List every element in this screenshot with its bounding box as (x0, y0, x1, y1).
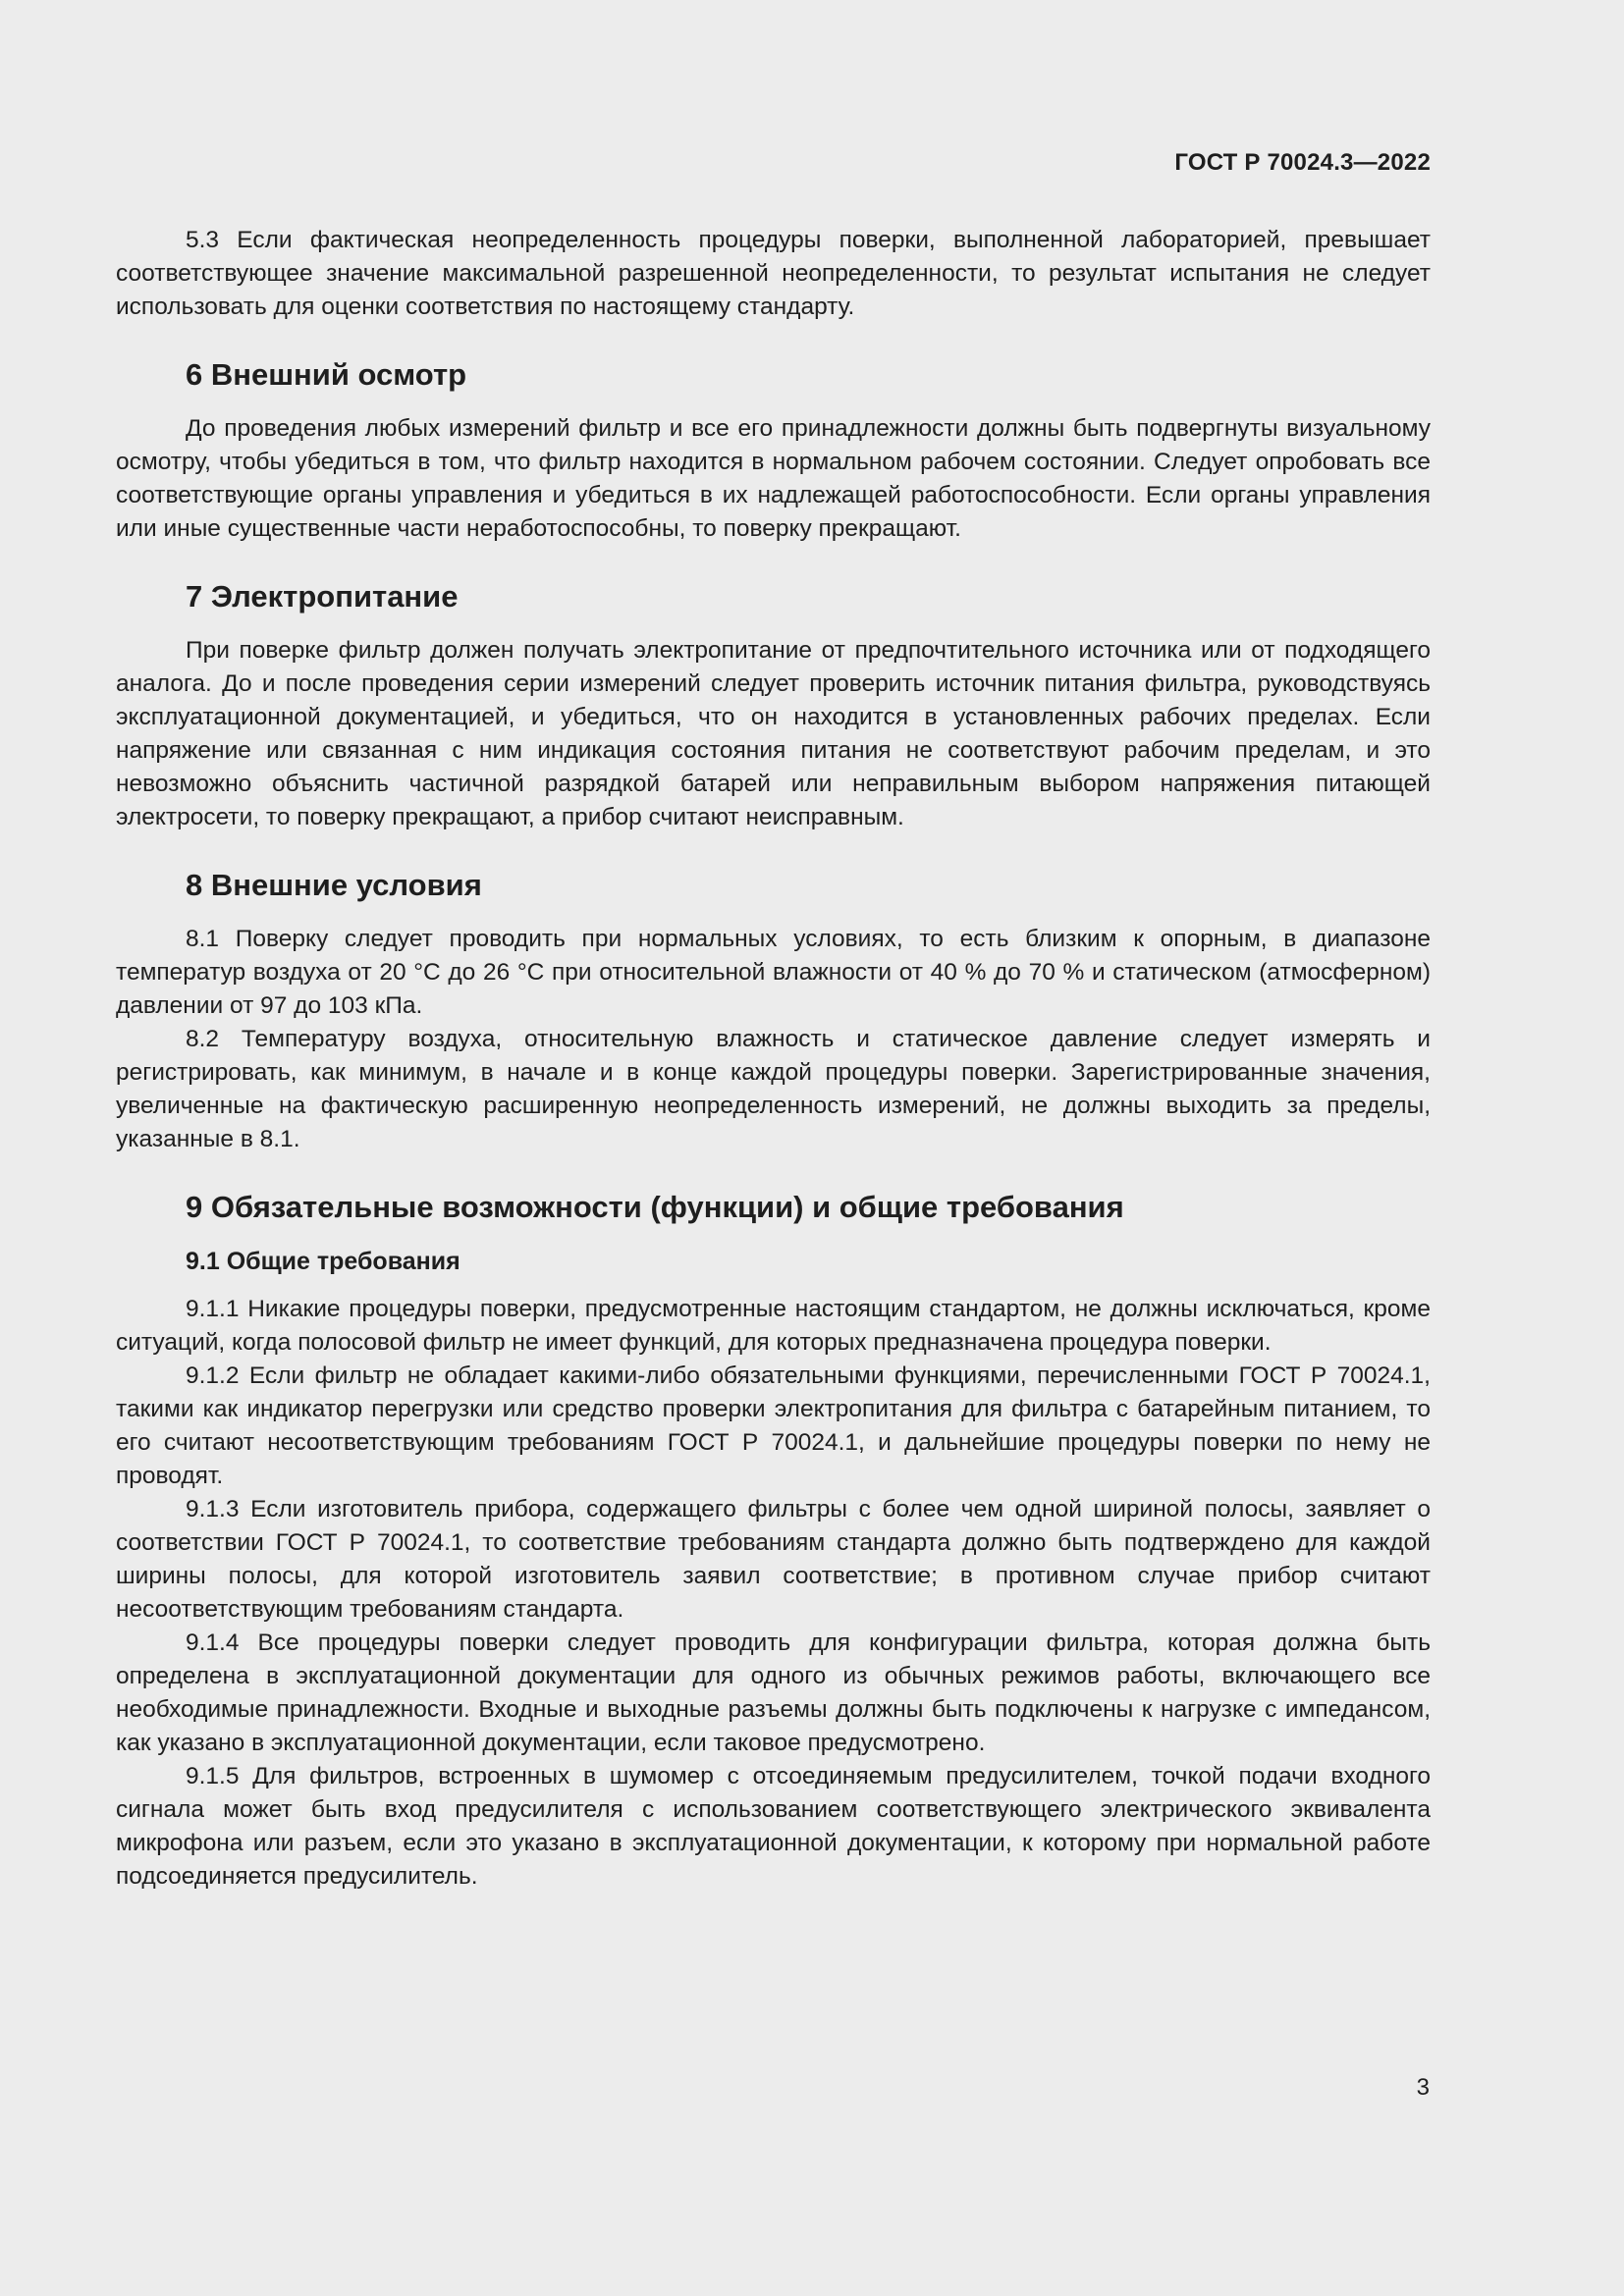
clause-9-1-3: 9.1.3 Если изготовитель прибора, содержащего фильтры с более чем одной шириной полосы, заявляет о соответствии ГОСТ Р 70024.1, то соответствие требованиям стандарта должно быть подтверждено для каждой ширины полосы, для которой изготовитель заявил соответствие; в противном случае прибор считают несоответствующим требованиям стандарта. (116, 1496, 1431, 1623)
clause-9-1-5: 9.1.5 Для фильтров, встроенных в шумомер с отсоединяемым предусилителем, точкой подачи входного сигнала может быть вход предусилителя с использованием соответствующего электрического эквивалента микрофона или разъем, если это указано в эксплуатационной документации, к которому при нормальной работе подсоединяется предусилитель. (116, 1763, 1431, 1890)
section-8-title: 8 Внешние условия (186, 868, 482, 902)
page-content (116, 224, 1431, 1894)
clause-8-2: 8.2 Температуру воздуха, относительную влажность и статическое давление следует измерять и регистрировать, как минимум, в начале и в конце каждой процедуры поверки. Зарегистрированные значения, увеличенные на фактическую расширенную неопределенность измерений, не должны выходить за пределы, указанные в 8.1. (116, 1026, 1431, 1152)
document-header: ГОСТ Р 70024.3—2022 (1174, 149, 1431, 176)
section-7-title: 7 Электропитание (186, 579, 459, 614)
section-6-text: До проведения любых измерений фильтр и все его принадлежности должны быть подвергнуты визуальному осмотру, чтобы убедиться в том, что фильтр находится в нормальном рабочем состоянии. Следует опробовать все соответствующие органы управления и убедиться в их надлежащей работоспособности. Если органы управления или иные существенные части неработоспособны, то поверку прекращают. (116, 415, 1431, 542)
page-number: 3 (1416, 2074, 1430, 2101)
clause-9-1-4: 9.1.4 Все процедуры поверки следует проводить для конфигурации фильтра, которая должна быть определена в эксплуатационной документации для одного из обычных режимов работы, включающего все необходимые принадлежности. Входные и выходные разъемы должны быть подключены к нагрузке с импедансом, как указано в эксплуатационной документации, если таковое предусмотрено. (116, 1629, 1431, 1756)
clause-9-1-1: 9.1.1 Никакие процедуры поверки, предусмотренные настоящим стандартом, не должны исключаться, кроме ситуаций, когда полосовой фильтр не имеет функций, для которых предназначена процедура поверки. (116, 1296, 1431, 1356)
section-7-text: При поверке фильтр должен получать электропитание от предпочтительного источника или от подходящего аналога. До и после проведения серии измерений следует проверить источник питания фильтра, руководствуясь эксплуатационной документацией, и убедиться, что он находится в установленных рабочих пределах. Если напряжение или связанная с ним индикация состояния питания не соответствуют рабочим пределам, и это невозможно объяснить частичной разрядкой батарей или неправильным выбором напряжения питающей электросети, то поверку прекращают, а прибор считают неисправным. (116, 637, 1431, 830)
section-9-title: 9 Обязательные возможности (функции) и общие требования (186, 1190, 1124, 1224)
section-6-title: 6 Внешний осмотр (186, 357, 467, 392)
subsection-9-1-title: 9.1 Общие требования (186, 1248, 460, 1275)
clause-5-3: 5.3 Если фактическая неопределенность процедуры поверки, выполненной лабораторией, превышает соответствующее значение максимальной разрешенной неопределенности, то результат испытания не следует использовать для оценки соответствия по настоящему стандарту. (116, 227, 1431, 320)
clause-9-1-2: 9.1.2 Если фильтр не обладает какими-либо обязательными функциями, перечисленными ГОСТ Р 70024.1, такими как индикатор перегрузки или средство проверки электропитания для фильтра с батарейным питанием, то его считают несоответствующим требованиям ГОСТ Р 70024.1, и дальнейшие процедуры поверки по нему не проводят. (116, 1362, 1431, 1489)
clause-8-1: 8.1 Поверку следует проводить при нормальных условиях, то есть близким к опорным, в диапазоне температур воздуха от 20 °С до 26 °С при относительной влажности от 40 % до 70 % и статическом (атмосферном) давлении от 97 до 103 кПа. (116, 926, 1431, 1019)
